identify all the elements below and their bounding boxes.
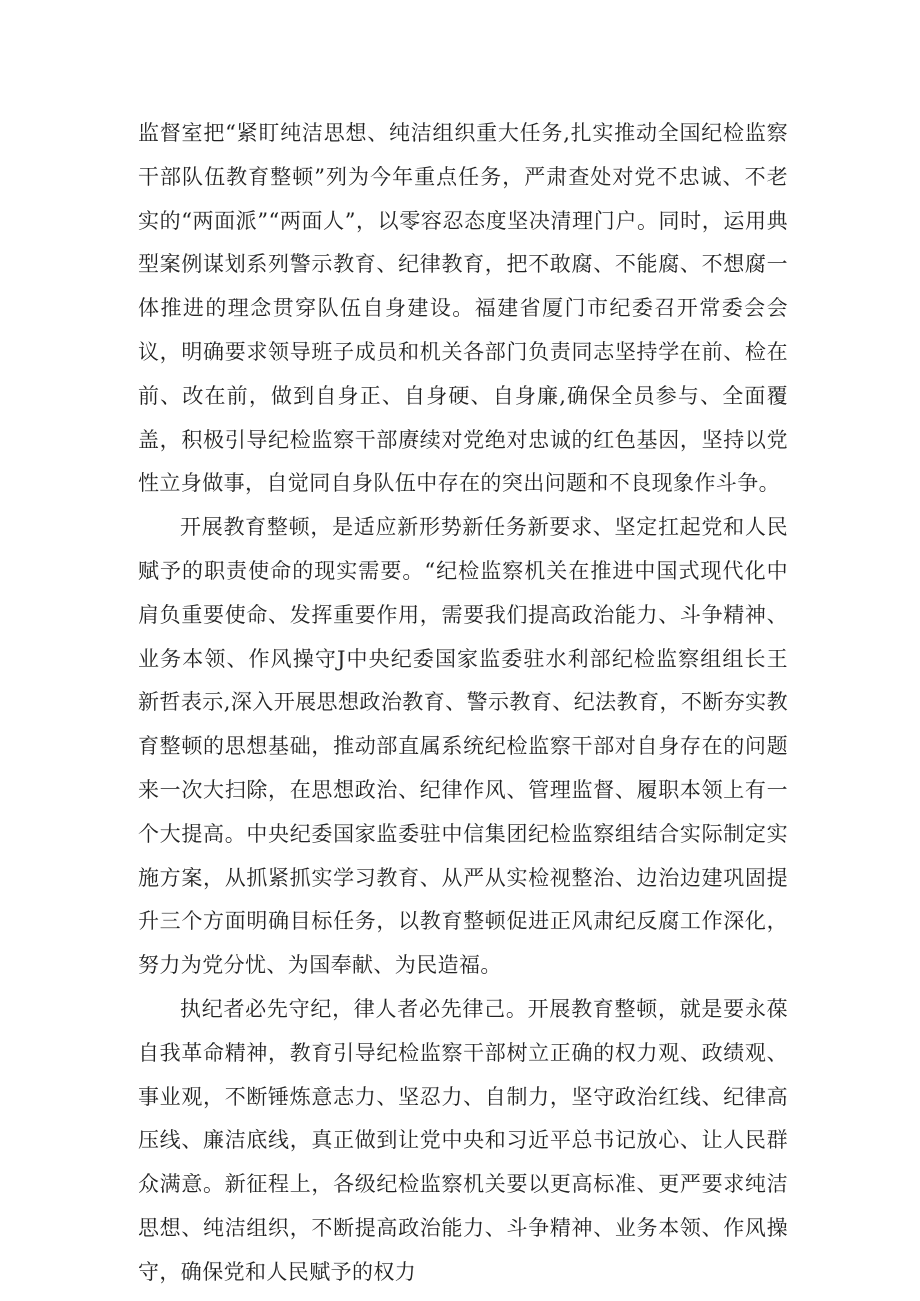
document-body: [138, 112, 788, 1295]
paragraph-1: 监督室把“紧盯纯洁思想、纯洁组织重大任务,扎实推动全国纪检监察干部队伍教育整顿”列为今年重点任务，严肃查处对党不忠诚、不老实的“两面派”“两面人”，以零容忍态度坚决清理门户。同时，运用典型案例谋划系列警示教育、纪律教育，把不敢腐、不能腐、不想腐一体推进的理念贯穿队伍自身建设。福建省厦门市纪委召开常委会会议，明确要求领导班子成员和机关各部门负责同志坚持学在前、检在前、改在前，做到自身正、自身硬、自身廉,确保全员参与、全面覆盖，积极引导纪检监察干部赓续对党绝对忠诚的红色基因，坚持以党性立身做事，自觉同自身队伍中存在的突出问题和不良现象作斗争。: [138, 121, 788, 496]
paragraph-2: 开展教育整顿，是适应新形势新任务新要求、坚定扛起党和人民赋予的职责使命的现实需要。“纪检监察机关在推进中国式现代化中肩负重要使命、发挥重要作用，需要我们提高政治能力、斗争精神、业务本领、作风操守J中央纪委国家监委驻水利部纪检监察组组长王新哲表示,深入开展思想政治教育、警示教育、纪法教育，不断夯实教育整顿的思想基础，推动部直属系统纪检监察干部对自身存在的问题来一次大扫除，在思想政治、纪律作风、管理监督、履职本领上有一个大提高。中央纪委国家监委驻中信集团纪检监察组结合实际制定实施方案，从抓紧抓实学习教育、从严从实检视整治、边治边建巩固提升三个方面明确目标任务，以教育整顿促进正风肃纪反腐工作深化，努力为党分忧、为国奉献、为民造福。: [138, 515, 788, 978]
paragraph-3: 执纪者必先守纪，律人者必先律己。开展教育整顿，就是要永葆自我革命精神，教育引导纪检监察干部树立正确的权力观、政绩观、事业观，不断锤炼意志力、坚忍力、自制力，坚守政治红线、纪律高压线、廉洁底线，真正做到让党中央和习近平总书记放心、让人民群众满意。新征程上，各级纪检监察机关要以更高标准、更严要求纯洁思想、纯洁组织，不断提高政治能力、斗争精神、业务本领、作风操守，确保党和人民赋予的权力: [138, 996, 788, 1284]
